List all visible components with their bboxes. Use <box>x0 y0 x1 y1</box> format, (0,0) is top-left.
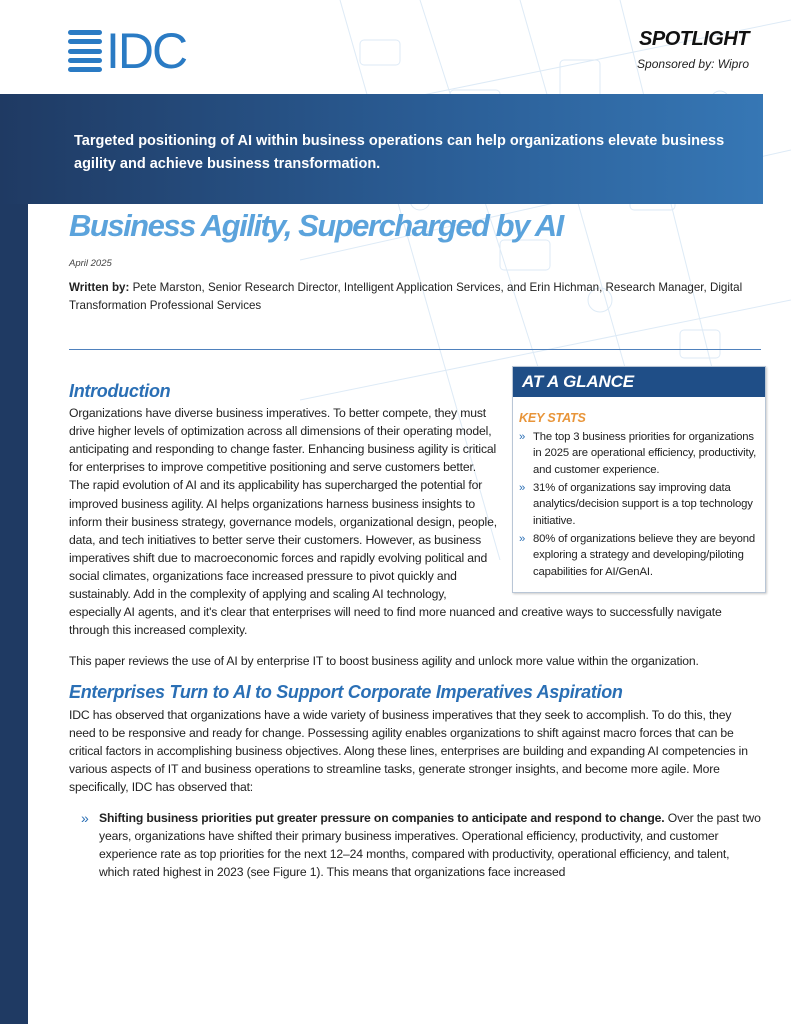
key-stats-list <box>513 429 765 592</box>
left-accent-bar <box>0 94 28 1024</box>
idc-globe-icon <box>68 30 102 72</box>
banner-text: Targeted positioning of AI within business operations can help organizations elevate business agility and achieve business transformation. <box>74 133 725 172</box>
divider <box>69 349 761 350</box>
authors <box>69 279 749 315</box>
key-stat-text: 31% of organizations say improving data analytics/decision support is a top technology initiative. <box>533 482 753 527</box>
key-stat-item <box>519 531 757 580</box>
intro-paragraph-2: This paper reviews the use of AI by enterprise IT to boost business agility and unlock more value within the organization. <box>69 654 699 669</box>
sponsor-text: Sponsored by: Wipro <box>637 57 749 71</box>
idc-logo <box>68 23 187 79</box>
main-content <box>69 372 761 881</box>
authors-label: Written by: <box>69 281 130 294</box>
bullet-chevron-icon: » <box>81 809 89 826</box>
document-title: Business Agility, Supercharged by AI <box>69 208 563 243</box>
intro-paragraph: Organizations have diverse business imperatives. To better compete, they must drive higher levels of optimization across all dimensions of their operating model, anticipating and responding to change faster. Enhancing business agility is critical for enterprises to improve competitive positioning and serve customers better. The rapid evolution of AI and its applicability has supercharged the potential for improved business agility. AI helps organizations harness business insights to inform their business strategy, governance models, organizational design, people, data, and tech initiatives to better serve their customers. However, as business imperatives shift due to macroeconomic forces and rapidly evolving political and social climates, organizations face increased pressure to pivot quickly and sustainably. Add in the complexity of applying and scaling AI technology, especially AI agents, and it's clear that enterprises will need to find more nuanced and creative ways to successfully navigate through this increased complexity. <box>69 406 722 638</box>
bullet-chevron-icon: » <box>519 482 526 495</box>
bullet-text: Over the past two years, organizations have shifted their primary business imperatives. Operational efficiency, productivity, and customer experience rate as top priorities for the next 12–24 months, compared with productivity, operational efficiency, and talent, which rated highest in 2023 (see Figure 1). This means that organizations face increased <box>99 810 761 880</box>
intro-heading: Introduction <box>69 381 171 401</box>
key-stat-text: The top 3 business priorities for organizations in 2025 are operational efficiency, productivity, and customer experience. <box>533 431 757 476</box>
glance-heading: AT A GLANCE <box>513 367 765 397</box>
authors-text: Pete Marston, Senior Research Director, Intelligent Application Services, and Erin Hichman, Research Manager, Digital Transformation Professional Services <box>69 281 743 312</box>
bullet-chevron-icon: » <box>519 431 526 444</box>
spotlight-header <box>637 28 749 71</box>
bullet-chevron-icon: » <box>519 532 526 545</box>
at-a-glance-box <box>512 366 766 593</box>
spotlight-label: SPOTLIGHT <box>639 28 749 50</box>
section-paragraph: IDC has observed that organizations have a wide variety of business imperatives that they seek to accomplish. To do this, they need to be responsive and ready for change. Possessing agility enables organizations to shift against macro forces that can be critical factors in accomplishing business objectives. Along these lines, enterprises are building and expanding AI competencies in various aspects of IT and business operations to streamline tasks, generate stronger insights, and become more agile. More specifically, IDC has observed that: <box>69 707 748 794</box>
key-stats-heading: KEY STATS <box>519 411 586 426</box>
bullet-item <box>69 809 761 881</box>
section-heading: Enterprises Turn to AI to Support Corporate Imperatives Aspiration <box>69 682 623 703</box>
key-stat-text: 80% of organizations believe they are beyond exploring a strategy and developing/piloting capabilities for AI/GenAI. <box>533 532 756 578</box>
key-stat-item <box>519 429 757 478</box>
bullet-bold-text: Shifting business priorities put greater pressure on companies to anticipate and respond to change. <box>99 810 665 825</box>
summary-banner <box>0 94 763 204</box>
publication-date: April 2025 <box>69 258 112 269</box>
key-stat-item <box>519 480 757 529</box>
logo-text: IDC <box>106 23 187 79</box>
